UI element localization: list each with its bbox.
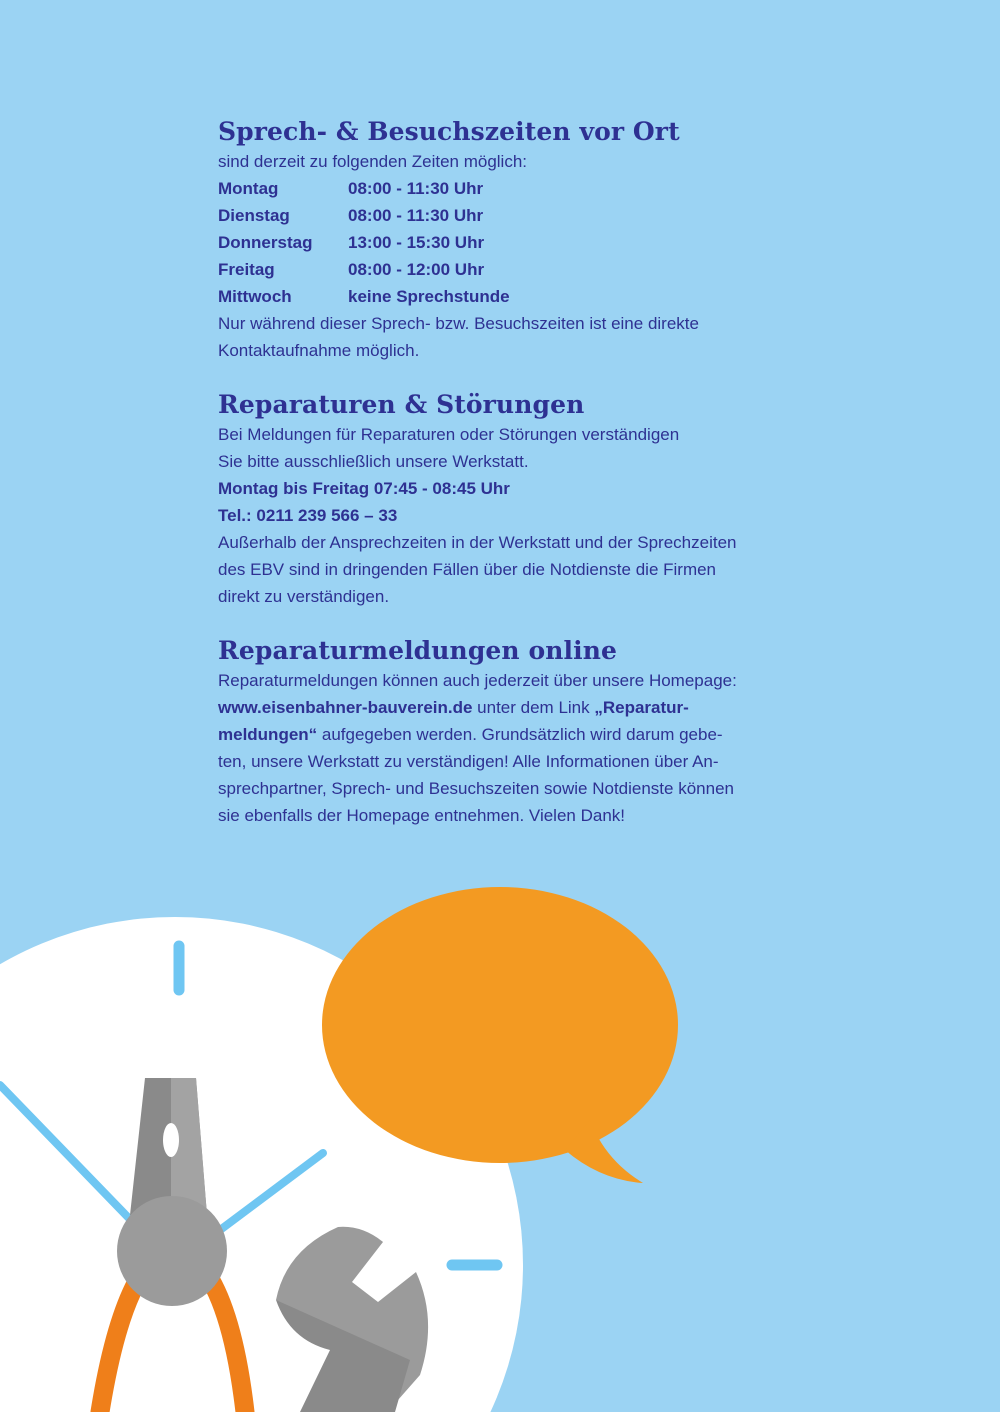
schedule-time: keine Sprechstunde bbox=[348, 287, 510, 306]
online-title: Reparaturmeldungen online bbox=[218, 636, 618, 665]
schedule-day: Dienstag bbox=[218, 206, 290, 225]
workshop-phone: Tel.: 0211 239 566 – 33 bbox=[218, 506, 398, 525]
schedule-time: 08:00 - 11:30 Uhr bbox=[348, 179, 484, 198]
schedule-day: Mittwoch bbox=[218, 287, 292, 306]
repairs-text: Bei Meldungen für Reparaturen oder Störungen verständigen bbox=[218, 425, 680, 444]
schedule-day: Montag bbox=[218, 179, 279, 198]
online-text-rest: aufgegeben werden. Grundsätzlich wird darum gebe- bbox=[317, 725, 723, 744]
online-text: sprechpartner, Sprech- und Besuchszeiten sowie Notdienste können bbox=[218, 779, 734, 798]
repairs-title: Reparaturen & Störungen bbox=[218, 390, 585, 419]
online-text: ten, unsere Werkstatt zu verständigen! Alle Informationen über An- bbox=[218, 752, 719, 771]
repair-link-label[interactable]: „Reparatur- bbox=[594, 698, 689, 717]
visiting-hours-note: Kontaktaufnahme möglich. bbox=[218, 341, 420, 360]
workshop-hours: Montag bis Freitag 07:45 - 08:45 Uhr bbox=[218, 479, 510, 498]
online-text: sie ebenfalls der Homepage entnehmen. Vielen Dank! bbox=[218, 806, 626, 825]
online-text-mid: unter dem Link bbox=[472, 698, 595, 717]
online-text: Reparaturmeldungen können auch jederzeit über unsere Homepage: bbox=[218, 671, 737, 690]
emergency-text: des EBV sind in dringenden Fällen über die Notdienste die Firmen bbox=[218, 560, 717, 579]
homepage-link[interactable]: www.eisenbahner-bauverein.de bbox=[218, 698, 473, 717]
repairs-text: Sie bitte ausschließlich unsere Werkstatt. bbox=[218, 452, 529, 471]
repair-link-label[interactable]: meldungen“ bbox=[218, 725, 318, 744]
visiting-hours-intro: sind derzeit zu folgenden Zeiten möglich: bbox=[218, 152, 528, 171]
emergency-text: direkt zu verständigen. bbox=[218, 587, 390, 606]
visiting-hours-note: Nur während dieser Sprech- bzw. Besuchszeiten ist eine direkte bbox=[218, 314, 699, 333]
schedule-time: 08:00 - 12:00 Uhr bbox=[348, 260, 485, 279]
schedule-time: 08:00 - 11:30 Uhr bbox=[348, 206, 484, 225]
emergency-text: Außerhalb der Ansprechzeiten in der Werkstatt und der Sprechzeiten bbox=[218, 533, 737, 552]
schedule-day: Donnerstag bbox=[218, 233, 313, 252]
schedule-day: Freitag bbox=[218, 260, 275, 279]
schedule-time: 13:00 - 15:30 Uhr bbox=[348, 233, 485, 252]
visiting-hours-title: Sprech- & Besuchszeiten vor Ort bbox=[218, 117, 680, 146]
